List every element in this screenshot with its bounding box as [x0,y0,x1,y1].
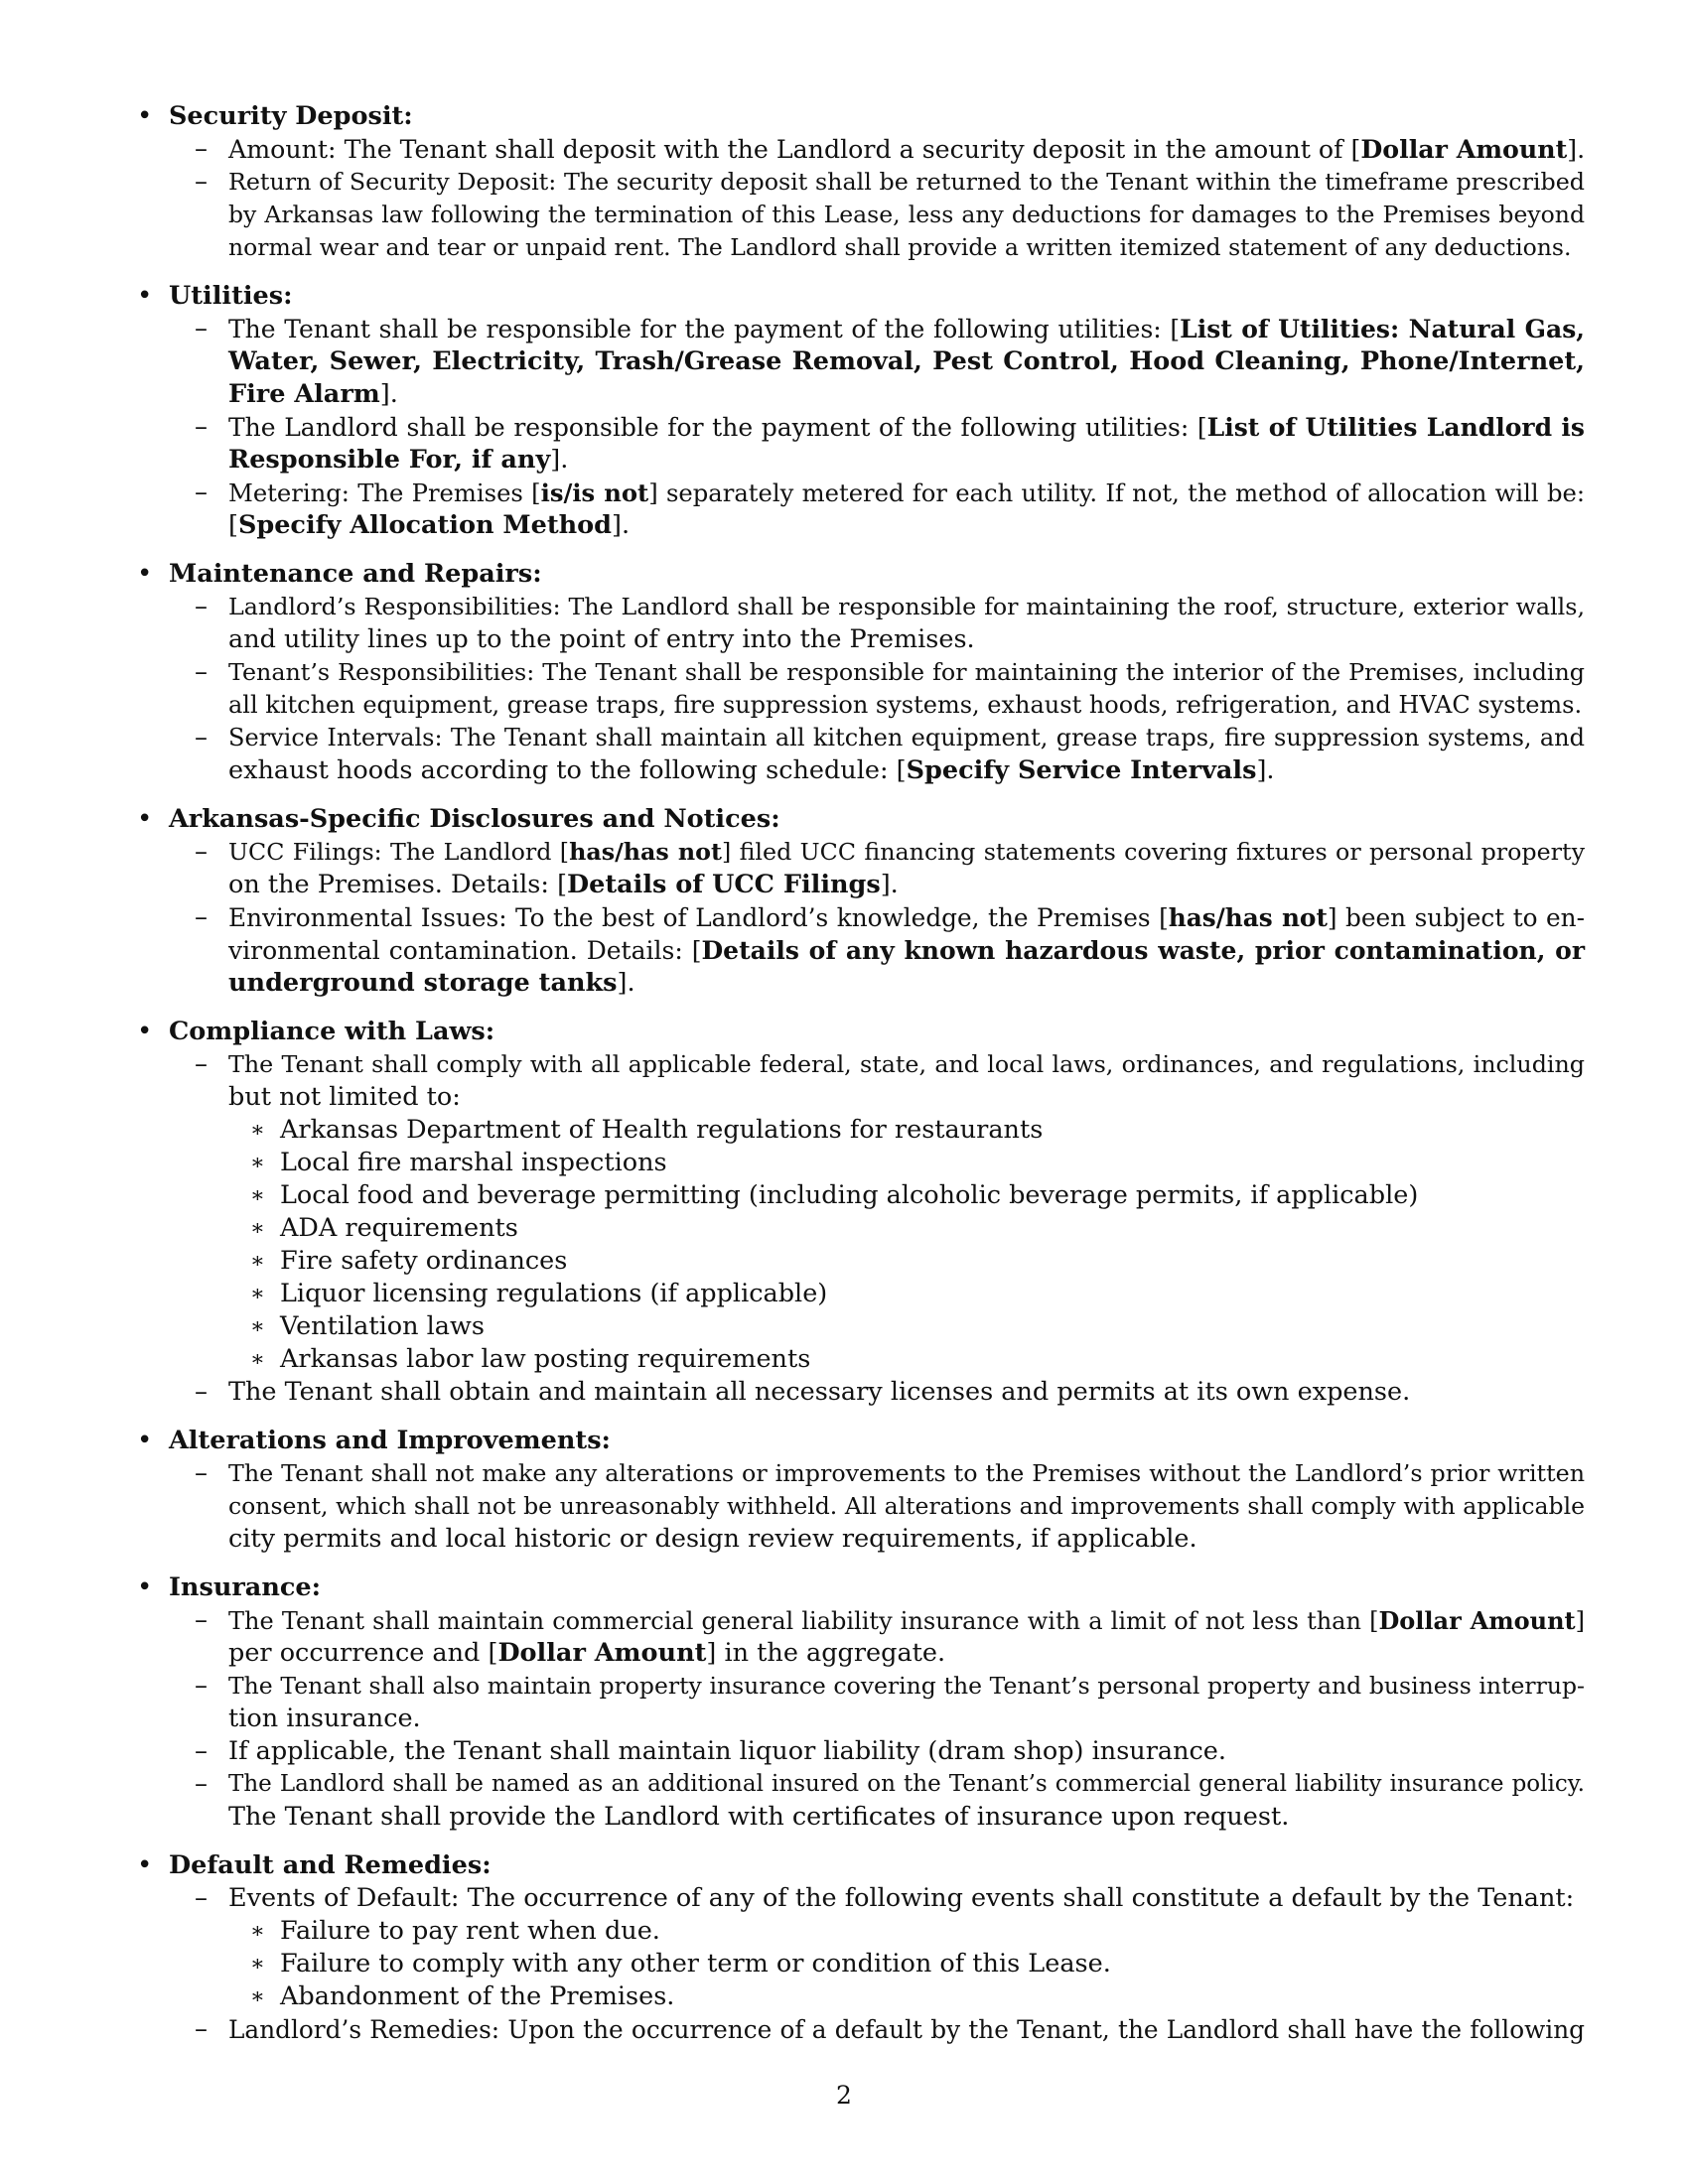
sub-list-item: Failure to comply with any other term or condition of this Lease. [280,1949,1111,1979]
asterisk: ∗ [250,1919,265,1944]
sub-list-item: Arkansas labor law posting requirements [280,1344,811,1374]
dash: – [195,1458,208,1488]
list-item: The Tenant shall obtain and maintain all necessary licenses and permits at its own expense. [228,1377,1411,1407]
list-item-line: The Tenant shall provide the Landlord with certificates of insurance upon request. [228,1802,1290,1832]
asterisk: ∗ [250,1216,265,1241]
list-item: Landlord’s Remedies: Upon the occurrence of a default by the Tenant, the Landlord shall have the following [228,2015,1585,2044]
section-heading: Default and Remedies: [169,1850,492,1880]
sub-list-item: Fire safety ordinances [280,1246,568,1276]
dash: – [195,134,208,164]
list-item-line: Water, Sewer, Electricity, Trash/Grease Removal, Pest Control, Hood Cleaning, Phone/Internet, [228,346,1585,376]
dash: – [195,657,208,687]
list-item-line: tion insurance. [228,1704,421,1733]
section-heading: Maintenance and Repairs: [169,559,542,589]
dash: – [195,837,208,867]
sub-list-item: Liquor licensing regulations (if applicable) [280,1279,828,1308]
dash: – [195,1605,208,1635]
list-item-line: exhaust hoods according to the following schedule: [Specify Service Intervals]. [228,755,1275,785]
section-heading: Compliance with Laws: [169,1017,495,1046]
dash: – [195,167,208,197]
sub-list-item: Abandonment of the Premises. [280,1981,675,2011]
asterisk: ∗ [250,1118,265,1143]
list-item: UCC Filings: The Landlord [has/has not] filed UCC financing statements covering fixtures or personal property [228,838,1585,866]
asterisk: ∗ [250,1347,265,1372]
list-item-line: [Specify Allocation Method]. [228,510,631,540]
list-item: If applicable, the Tenant shall maintain liquor liability (dram shop) insurance. [228,1736,1226,1766]
asterisk: ∗ [250,1183,265,1208]
dash: – [195,1736,208,1766]
section-heading: Insurance: [169,1572,322,1602]
section-heading: Security Deposit: [169,101,413,131]
list-item-line: city permits and local historic or design review requirements, if applicable. [228,1524,1197,1554]
sub-list-item: Ventilation laws [280,1311,485,1341]
sub-list-item: Local food and beverage permitting (including alcoholic beverage permits, if applicable) [280,1180,1419,1210]
bullet: • [137,1850,153,1880]
bullet: • [137,804,153,834]
list-item: Metering: The Premises [is/is not] separately metered for each utility. If not, the method of allocation will be: [228,478,1586,507]
list-item: Landlord’s Responsibilities: The Landlord shall be responsible for maintaining the roof, structure, exterior walls, [228,593,1585,620]
asterisk: ∗ [250,1314,265,1339]
list-item: Amount: The Tenant shall deposit with the Landlord a security deposit in the amount of [Dollar Amount]. [228,134,1586,164]
list-item: The Tenant shall comply with all applicable federal, state, and local laws, ordinances, and regulations, including [228,1050,1585,1078]
bullet: • [137,281,153,311]
section-heading: Arkansas-Specific Disclosures and Notices: [169,804,780,834]
dash: – [195,412,208,442]
dash: – [195,478,208,507]
bullet: • [137,101,153,131]
list-item-line: underground storage tanks]. [228,968,635,998]
list-item-line: all kitchen equipment, grease traps, fire suppression systems, exhaust hoods, refrigeration, and HVAC systems. [228,691,1583,719]
list-item-line: but not limited to: [228,1082,461,1112]
dash: – [195,1671,208,1701]
list-item: Events of Default: The occurrence of any of the following events shall constitute a default by the Tenant: [228,1883,1575,1913]
asterisk: ∗ [250,1282,265,1306]
list-item-line: normal wear and tear or unpaid rent. The Landlord shall provide a written itemized statement of any deductions. [228,233,1572,261]
bullet: • [137,1426,153,1455]
asterisk: ∗ [250,1984,265,2009]
list-item: Tenant’s Responsibilities: The Tenant shall be responsible for maintaining the interior of the Premises, including [228,658,1585,686]
list-item-line: vironmental contamination. Details: [Details of any known hazardous waste, prior contamination, or [228,936,1585,965]
dash: – [195,314,208,343]
dash: – [195,723,208,752]
bullet: • [137,559,153,589]
sub-list-item: Arkansas Department of Health regulations for restaurants [280,1115,1044,1145]
dash: – [195,902,208,932]
list-item-line: on the Premises. Details: [Details of UCC Filings]. [228,870,899,899]
asterisk: ∗ [250,1249,265,1274]
list-item: The Tenant shall also maintain property insurance covering the Tenant’s personal property and business interrup- [228,1672,1585,1700]
list-item: The Tenant shall maintain commercial general liability insurance with a limit of not less than [Dollar Amount] [228,1606,1585,1635]
bullet: • [137,1017,153,1046]
list-item: The Landlord shall be responsible for the payment of the following utilities: [List of Utilities Landlord is [228,413,1585,442]
list-item: Environmental Issues: To the best of Landlord’s knowledge, the Premises [has/has not] been subject to en- [228,903,1585,932]
list-item: The Landlord shall be named as an additional insured on the Tenant’s commercial general liability insurance policy. [228,1771,1585,1797]
list-item-line: consent, which shall not be unreasonably withheld. All alterations and improvements shall comply with applicable [228,1492,1585,1520]
dash: – [195,1377,208,1407]
dash: – [195,1883,208,1913]
list-item-line: by Arkansas law following the termination of this Lease, less any deductions for damages to the Premises beyond [228,201,1585,228]
list-item-line: per occurrence and [Dollar Amount] in the aggregate. [228,1638,946,1668]
section-heading: Alterations and Improvements: [169,1426,611,1455]
list-item: The Tenant shall not make any alterations or improvements to the Premises without the Landlord’s prior written [228,1459,1585,1487]
asterisk: ∗ [250,1952,265,1977]
page-number: 2 [836,2081,852,2110]
list-item-line: and utility lines up to the point of entry into the Premises. [228,624,975,654]
list-item: The Tenant shall be responsible for the payment of the following utilities: [List of Utilities: Natural Gas, [228,315,1585,343]
sub-list-item: Local fire marshal inspections [280,1148,667,1177]
bullet: • [137,1572,153,1602]
list-item-line: Fire Alarm]. [228,379,398,409]
list-item-line: Responsible For, if any]. [228,445,569,475]
dash: – [195,592,208,621]
section-heading: Utilities: [169,281,293,311]
sub-list-item: Failure to pay rent when due. [280,1916,660,1946]
list-item: Service Intervals: The Tenant shall maintain all kitchen equipment, grease traps, fire suppression systems, and [228,724,1585,751]
dash: – [195,2014,208,2044]
list-item: Return of Security Deposit: The security deposit shall be returned to the Tenant within the timeframe prescribed [228,168,1585,196]
dash: – [195,1049,208,1079]
asterisk: ∗ [250,1151,265,1175]
sub-list-item: ADA requirements [280,1213,518,1243]
dash: – [195,1769,208,1799]
